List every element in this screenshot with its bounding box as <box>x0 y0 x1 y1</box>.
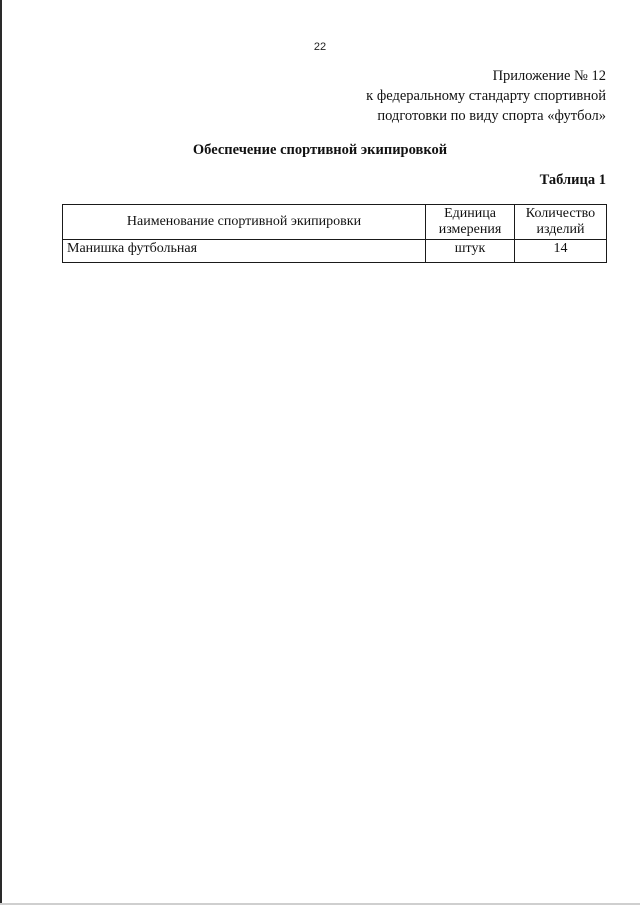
header-unit-line-1: Единица <box>444 206 496 221</box>
appendix-line-2: к федеральному стандарту спортивной <box>366 88 606 104</box>
cell-unit: штук <box>426 240 515 263</box>
header-equipment-name-text: Наименование спортивной экипировки <box>126 214 362 229</box>
table-row <box>63 240 607 263</box>
appendix-line-3: подготовки по виду спорта «футбол» <box>377 108 606 124</box>
appendix-line-1: Приложение № 12 <box>492 68 606 84</box>
page-left-edge <box>0 0 2 905</box>
table-header-row <box>63 205 607 240</box>
table-label: Таблица 1 <box>539 172 606 188</box>
header-unit <box>426 205 515 240</box>
header-unit-line-2: измерения <box>438 222 502 237</box>
header-quantity-line-2: изделий <box>536 222 585 237</box>
equipment-table <box>62 204 607 263</box>
header-quantity-line-1: Количество <box>525 206 596 221</box>
cell-quantity: 14 <box>515 240 607 263</box>
document-title: Обеспечение спортивной экипировкой <box>192 142 448 158</box>
cell-equipment-name: Манишка футбольная <box>63 240 426 263</box>
header-equipment-name <box>63 205 426 240</box>
header-quantity <box>515 205 607 240</box>
page-number: 22 <box>313 41 327 53</box>
appendix-header <box>366 66 606 126</box>
